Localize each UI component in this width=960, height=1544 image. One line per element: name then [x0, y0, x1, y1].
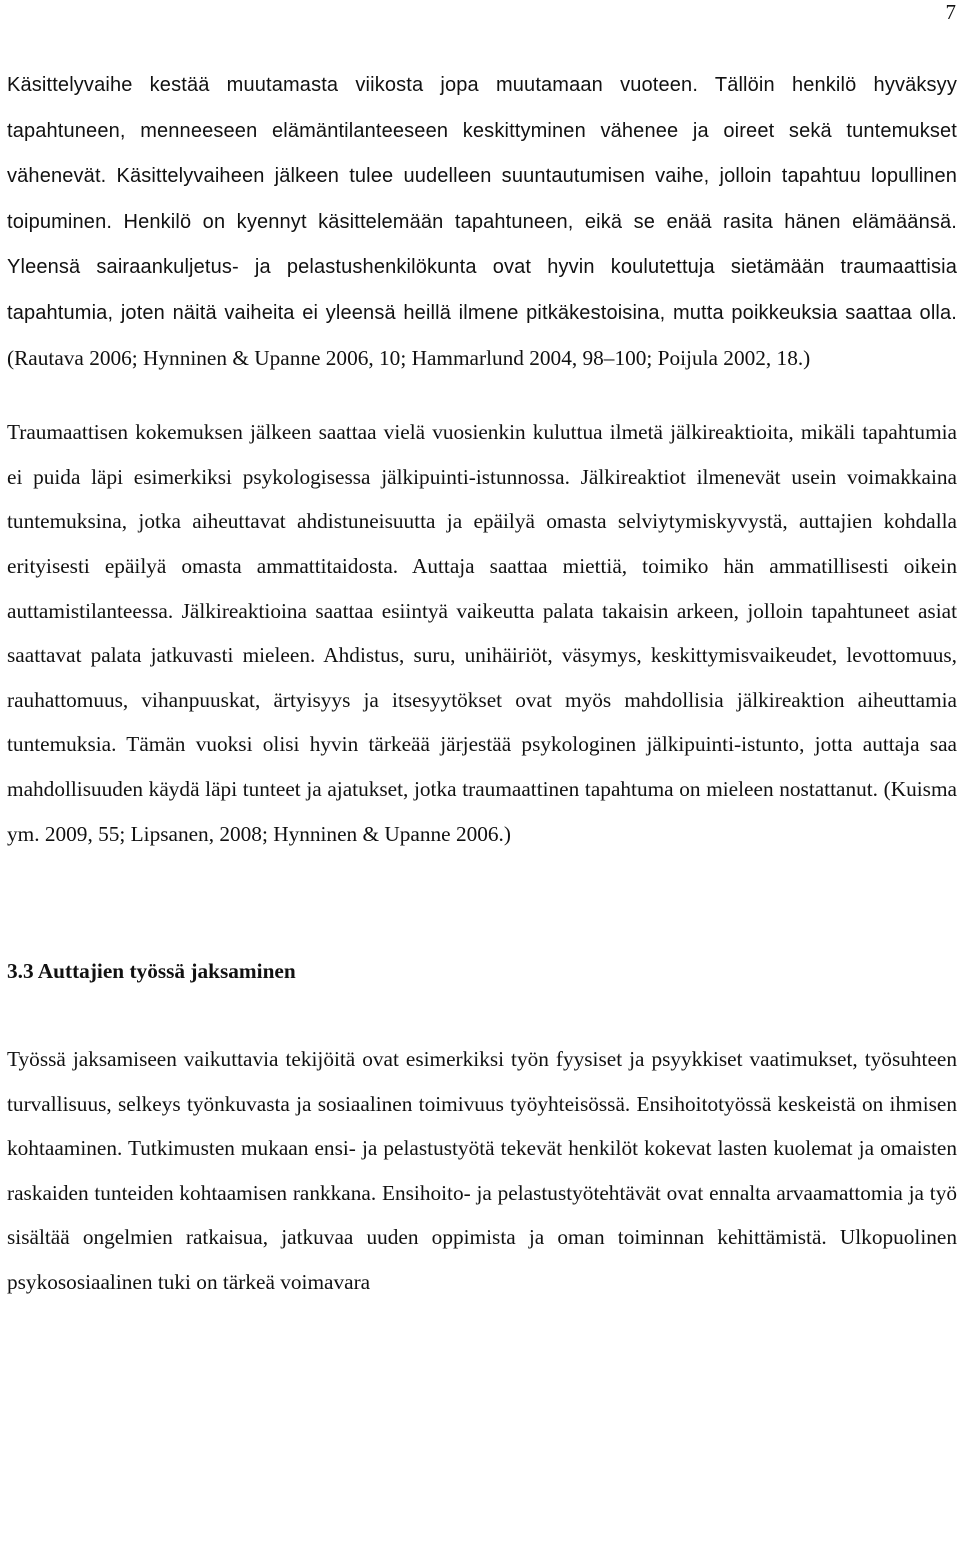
- paragraph-after-reactions: Traumaattisen kokemuksen jälkeen saattaa vielä vuosienkin kuluttua ilmetä jälkireaktioita, mikäli tapahtumia ei puida läpi esimerkiksi psykologisessa jälkipuinti-istunnossa. Jälkireaktiot ilmenevät usein voimakkaina tuntemuksina, jotka aiheuttavat ahdistuneisuutta ja epäilyä omasta selviytymiskyvystä, auttajien kohdalla erityisesti epäilyä omasta ammattitaidosta. Auttaja saattaa miettiä, toimiko hän ammatillisesti oikein auttamistilanteessa. Jälkireaktioina saattaa esiintyä vaikeutta palata takaisin arkeen, jolloin tapahtuneet asiat saattavat palata jatkuvasti mieleen. Ahdistus, suru, unihäiriöt, väsymys, keskittymisvaikeudet, levottomuus, rauhattomuus, vihanpuuskat, ärtyisyys ja itsesyytökset ovat myös mahdollisia jälkireaktion aiheuttamia tuntemuksia. Tämän vuoksi olisi hyvin tärkeää järjestää psykologinen jälkipuinti-istunto, jotta auttaja saa mahdollisuuden käydä läpi tunteet ja ajatukset, jotka traumaattinen tapahtuma on mieleen nostattanut. (Kuisma ym. 2009, 55; Lipsanen, 2008; Hynninen & Upanne 2006.): [7, 420, 957, 846]
- section-heading: 3.3 Auttajien työssä jaksaminen: [7, 959, 296, 984]
- paragraph-recovery-phases: [7, 62, 957, 380]
- paragraph-recovery-phases-citation: (Rautava 2006; Hynninen & Upanne 2006, 10; Hammarlund 2004, 98–100; Poijula 2002, 18.): [7, 345, 811, 370]
- document-body: [7, 62, 957, 1305]
- paragraph-recovery-phases-main: Käsittelyvaihe kestää muutamasta viikosta jopa muutamaan vuoteen. Tällöin henkilö hyväksyy tapahtuneen, menneeseen elämäntilanteeseen keskittyminen vähenee ja oireet sekä tuntemukset vähenevät. Käsittelyvaiheen jälkeen tulee uudelleen suuntautumisen vaihe, jolloin tapahtuu lopullinen toipuminen. Henkilö on kyennyt käsittelemään tapahtuneen, eikä se enää rasita hänen elämäänsä. Yleensä sairaankuljetus- ja pelastushenkilökunta ovat hyvin koulutettuja sietämään traumaattisia tapahtumia, joten näitä vaiheita ei yleensä heillä ilmene pitkäkestoisina, mutta poikkeuksia saattaa olla.: [7, 74, 957, 324]
- paragraph-coping-at-work: Työssä jaksamiseen vaikuttavia tekijöitä ovat esimerkiksi työn fyysiset ja psyykkiset vaatimukset, työsuhteen turvallisuus, selkeys työnkuvasta ja sosiaalinen toimivuus työyhteisössä. Ensihoitotyössä keskeistä on ihmisen kohtaaminen. Tutkimusten mukaan ensi- ja pelastustyötä tekevät henkilöt kokevat lasten kuolemat ja omaisten raskaiden tunteiden kohtaamisen rankkana. Ensihoito- ja pelastustyötehtävät ovat ennalta arvaamattomia ja työ sisältää ongelmien ratkaisua, jatkuvaa uuden oppimista ja oman toiminnan kehittämistä. Ulkopuolinen psykososiaalinen tuki on tärkeä voimavara: [7, 1047, 957, 1295]
- page-number: 7: [945, 0, 956, 24]
